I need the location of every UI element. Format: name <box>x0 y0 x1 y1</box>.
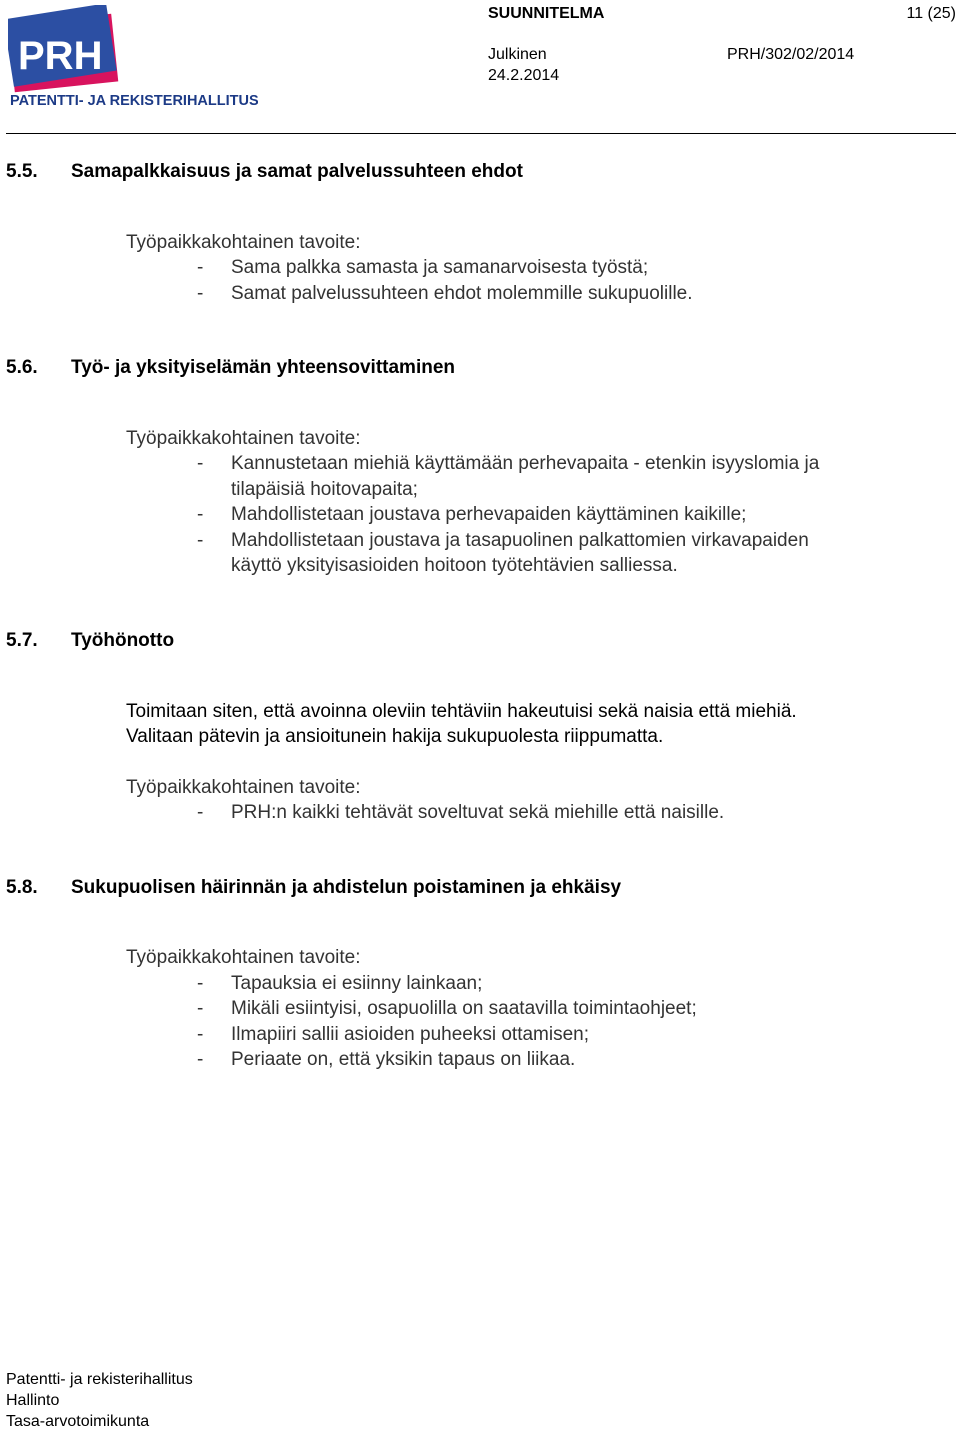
goal-label: Työpaikkakohtainen tavoite: <box>126 428 361 449</box>
bullet-dash: - <box>197 453 204 474</box>
footer-organization: Patentti- ja rekisterihallitus <box>6 1371 193 1388</box>
list-item: Sama palkka samasta ja samanarvoisesta työstä; <box>231 257 649 278</box>
footer-unit: Hallinto <box>6 1392 60 1409</box>
list-item: Tapauksia ei esiinny lainkaan; <box>231 973 483 994</box>
section-title: Sukupuolisen häirinnän ja ahdistelun poistaminen ja ehkäisy <box>71 877 622 898</box>
goal-label: Työpaikkakohtainen tavoite: <box>126 232 361 253</box>
paragraph-line: Toimitaan siten, että avoinna oleviin tehtäviin hakeutuisi sekä naisia että miehiä. <box>126 701 797 722</box>
section-number: 5.6. <box>6 357 38 378</box>
reference-number: PRH/302/02/2014 <box>727 46 855 63</box>
list-item: Mahdollistetaan joustava perhevapaiden käyttäminen kaikille; <box>231 504 747 525</box>
footer-committee: Tasa-arvotoimikunta <box>6 1413 150 1430</box>
section-number: 5.5. <box>6 161 38 182</box>
prh-logo <box>8 5 258 111</box>
bullet-dash: - <box>197 998 204 1019</box>
section-title: Työhönotto <box>71 630 175 651</box>
list-item: Periaate on, että yksikin tapaus on liikaa. <box>231 1049 576 1070</box>
list-item: Mahdollistetaan joustava ja tasapuolinen palkattomien virkavapaiden <box>231 530 809 551</box>
document-date: 24.2.2014 <box>488 67 560 84</box>
list-item: Kannustetaan miehiä käyttämään perhevapaita - etenkin isyyslomia ja <box>231 453 820 474</box>
bullet-dash: - <box>197 1049 204 1070</box>
list-item: PRH:n kaikki tehtävät soveltuvat sekä miehille että naisille. <box>231 802 725 823</box>
goal-label: Työpaikkakohtainen tavoite: <box>126 777 361 798</box>
header-rule <box>6 133 956 134</box>
goal-label: Työpaikkakohtainen tavoite: <box>126 947 361 968</box>
logo-text: PRH <box>18 34 103 78</box>
page-number: 11 (25) <box>906 5 956 22</box>
list-item: Ilmapiiri sallii asioiden puheeksi ottamisen; <box>231 1024 590 1045</box>
classification: Julkinen <box>488 46 547 63</box>
bullet-dash: - <box>197 283 204 304</box>
list-item: Mikäli esiintyisi, osapuolilla on saatavilla toimintaohjeet; <box>231 998 697 1019</box>
list-item-continuation: tilapäisiä hoitovapaita; <box>231 479 418 500</box>
bullet-dash: - <box>197 504 204 525</box>
list-item-continuation: käyttö yksityisasioiden hoitoon työtehtävien salliessa. <box>231 555 678 576</box>
logo-subtitle: PATENTTI- JA REKISTERIHALLITUS <box>10 93 258 109</box>
bullet-dash: - <box>197 802 204 823</box>
paragraph-line: Valitaan pätevin ja ansioitunein hakija sukupuolesta riippumatta. <box>126 726 664 747</box>
section-number: 5.8. <box>6 877 38 898</box>
list-item: Samat palvelussuhteen ehdot molemmille sukupuolille. <box>231 283 693 304</box>
section-title: Työ- ja yksityiselämän yhteensovittaminen <box>71 357 456 378</box>
section-title: Samapalkkaisuus ja samat palvelussuhteen ehdot <box>71 161 523 182</box>
bullet-dash: - <box>197 973 204 994</box>
section-number: 5.7. <box>6 630 38 651</box>
bullet-dash: - <box>197 1024 204 1045</box>
bullet-dash: - <box>197 257 204 278</box>
doc-type: SUUNNITELMA <box>488 5 605 22</box>
bullet-dash: - <box>197 530 204 551</box>
